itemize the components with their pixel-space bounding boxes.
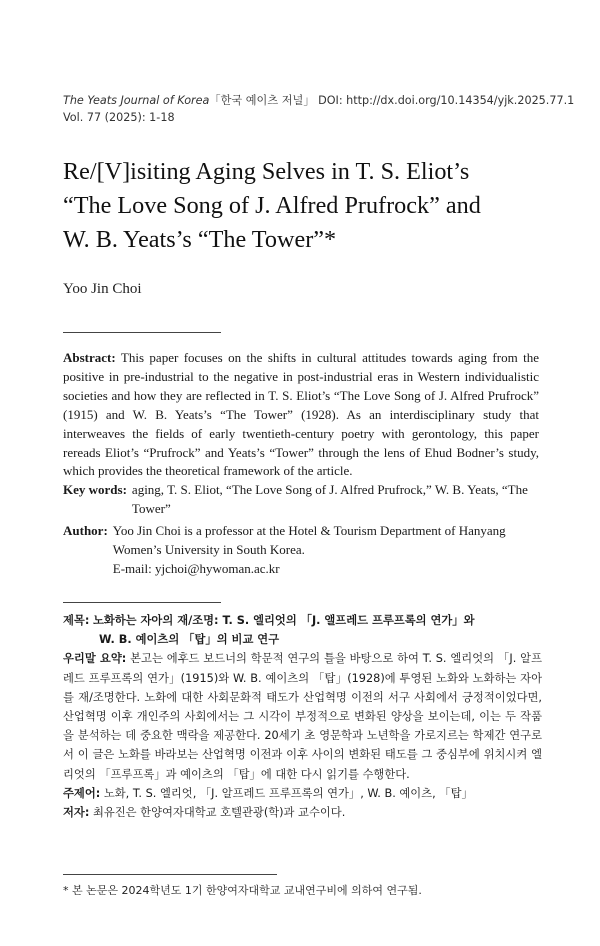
korean-title-line2: W. B. 예이츠의 「탑」의 비교 연구: [99, 633, 280, 647]
abstract: [63, 349, 539, 481]
author-email: E-mail: yjchoi@hywoman.ac.kr: [112, 560, 280, 576]
title-line: Re/[V]isiting Aging Selves in T. S. Eliot’s: [63, 158, 470, 185]
footnote-divider: [63, 874, 277, 875]
keywords-row: [63, 481, 539, 519]
korean-keywords-text: 노화, T. S. 엘리엇, 「J. 알프레드 프루프록의 연가」, W. B. 예이츠, 「탑」: [103, 786, 473, 800]
korean-title-label: 제목:: [63, 614, 90, 627]
journal-name: The Yeats Journal of Korea: [63, 94, 210, 107]
korean-author-text: 최유진은 한양여자대학교 호텔관광(학)과 교수이다.: [92, 806, 346, 820]
journal-header: [63, 92, 575, 126]
abstract-label: Abstract:: [63, 350, 116, 365]
keywords-text: aging, T. S. Eliot, “The Love Song of J. Alfred Prufrock,” W. B. Yeats, “The Tower”: [131, 482, 528, 517]
author-info-text: Yoo Jin Choi is a professor at the Hotel & Tourism Department of Hanyang Women’s University in South Korea.: [112, 523, 506, 558]
korean-author: [63, 803, 542, 822]
divider: [63, 602, 221, 603]
korean-summary-label: 우리말 요약:: [63, 652, 127, 666]
korean-author-label: 저자:: [63, 806, 90, 820]
korean-keywords-label: 주제어:: [63, 786, 101, 800]
author-label: Author:: [63, 523, 108, 539]
korean-summary-text: 본고는 에후드 보드너의 학문적 연구의 틀을 바탕으로 하여 T. S. 엘리엇의 「J. 알프레드 프루프록의 연가」(1915)와 W. B. 예이츠의 「탑」(1928)에 투영된 노화와 노화하는 자아를 재/조명한다. 노화에 대한 사회문화적 태도가 산업혁명 이전의 서구 사회에서 긍정적이었다면, 산업혁명 이후 개인주의 사회에서는 그 시각이 부정적으로 변화된 양상을 보이는데, 이는 두 작품을 분석하는 데 중요한 맥락을 제공한다. 20세기 초 영문학과 노년학을 가로지르는 학제간 연구로서 이 글은 노화를 바라보는 산업혁명 이전과 이후 사이의 변화된 태도를 그 중심부에 위치시켜 엘리엇의 「프루프록」과 예이츠의 「탑」에 대한 다시 읽기를 수행한다.: [63, 652, 542, 781]
title-line: “The Love Song of J. Alfred Prufrock” and: [63, 192, 481, 219]
journal-korean-name: 「한국 예이츠 저널」: [209, 94, 315, 107]
author-row: [63, 522, 539, 579]
abstract-block: [63, 349, 539, 579]
footnote: * 본 논문은 2024학년도 1기 한양여자대학교 교내연구비에 의하여 연구됨.: [63, 884, 422, 897]
korean-title: [63, 611, 542, 630]
volume-info: Vol. 77 (2025): 1-18: [63, 111, 175, 124]
korean-title-text: 노화하는 자아의 재/조명: T. S. 엘리엇의 「J. 앨프레드 프루프록의 연가」와: [92, 614, 475, 627]
korean-abstract-block: [63, 611, 542, 822]
korean-keywords: [63, 784, 542, 803]
author-info: [113, 522, 539, 579]
title-line: W. B. Yeats’s “The Tower”*: [63, 226, 337, 253]
paper-title: [63, 155, 543, 257]
korean-summary: [63, 649, 542, 783]
author-name: Yoo Jin Choi: [63, 281, 142, 297]
abstract-text: This paper focuses on the shifts in cultural attitudes towards aging from the positive in pre-industrial to the negative in post-industrial eras in Western individualistic societies and how they are reflected in T. S. Eliot’s “The Love Song of J. Alfred Prufrock” (1915) and W. B. Yeats’s “The Tower” (1928). As an interdisciplinary study that interweaves the fields of early twentieth-century poetry with gerontology, this paper rereads Eliot’s “Prufrock” and Yeats’s “Tower” through the lens of Ehud Bodner’s study, which provides the theoretical framework of the article.: [63, 350, 540, 479]
divider: [63, 332, 221, 333]
keywords-label: Key words:: [63, 482, 127, 498]
doi: DOI: http://dx.doi.org/10.14354/yjk.2025.77.1: [318, 94, 575, 107]
